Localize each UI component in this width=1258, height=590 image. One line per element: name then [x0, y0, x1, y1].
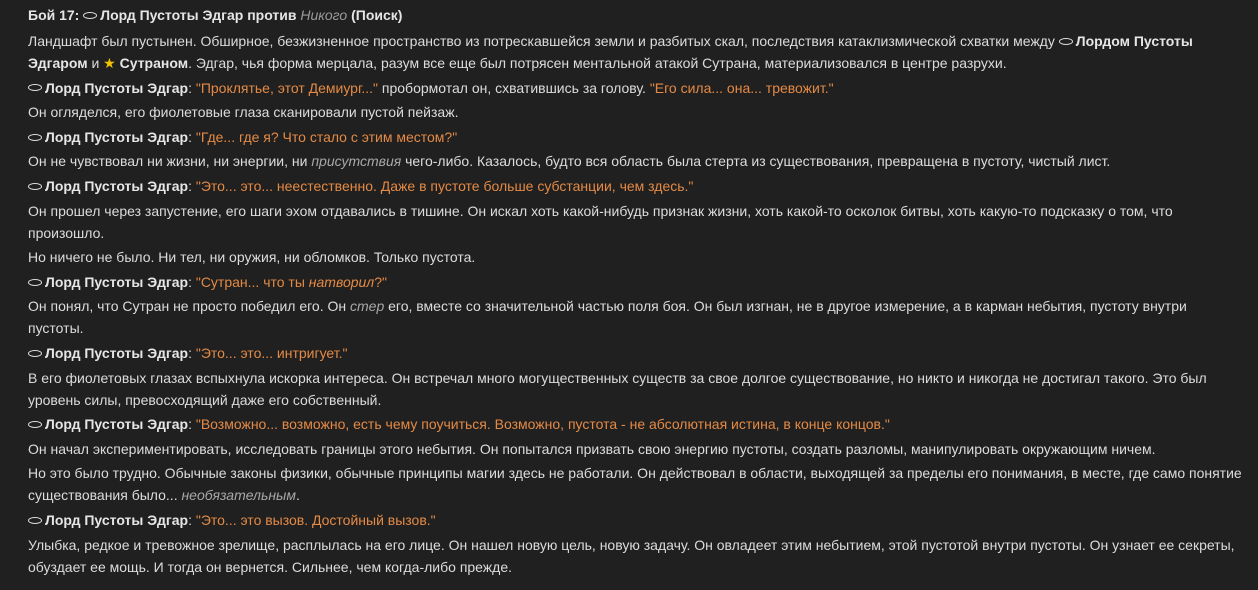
- narration-text: пробормотал он, схватившись за голову.: [378, 79, 650, 96]
- fighter-mention: Лордом Пустоты Эдгаром: [28, 33, 1193, 71]
- void-ring-icon: [28, 84, 42, 91]
- opponent-name: Никого: [300, 7, 348, 23]
- dialogue-line: Лорд Пустоты Эдгар: "Сутран... что ты натворил?": [28, 271, 1246, 293]
- emphasis-text: необязательным: [181, 487, 296, 504]
- narration-paragraph: Но ничего не было. Ни тел, ни оружия, ни обломков. Только пустота.: [28, 249, 476, 266]
- void-ring-icon: [28, 183, 42, 190]
- narration-paragraph: Он начал экспериментировать, исследовать границы этого небытия. Он попытался призвать свою энергию пустоты, создать разломы, манипулировать окружающим ничем.: [28, 440, 1156, 457]
- speaker-name: Лорд Пустоты Эдгар: [45, 273, 189, 290]
- narration-paragraph: Улыбка, редкое и тревожное зрелище, расплылась на его лице. Он нашел новую цель, новую задачу. Он овладеет этим небытием, этой пустотой внутри пустоты. Он узнает ее секреты, обуздает ее мощь. И тогда он вернется. Сильнее, чем когда-либо прежде.: [28, 536, 1235, 575]
- void-ring-icon: [28, 421, 42, 428]
- quote-emphasis: натворил: [308, 273, 375, 290]
- emphasis-text: стер: [350, 298, 385, 315]
- dialogue-quote: "Это... это вызов. Достойный вызов.": [195, 511, 436, 528]
- speaker-name: Лорд Пустоты Эдгар: [45, 416, 189, 433]
- narration-paragraph: [28, 295, 1246, 339]
- narration-text: Ландшафт был пустынен. Обширное, безжизненное пространство из потрескавшейся земли и разбитых скал, последствия катаклизмической схватки между: [28, 33, 1059, 49]
- dialogue-line: Лорд Пустоты Эдгар: "Проклятье, этот Демиург..." пробормотал он, схватившись за голову. "Его сила... она... тревожит.": [28, 77, 1246, 99]
- fighter-name: Лорд Пустоты Эдгар: [100, 7, 244, 23]
- narration-text: Он не чувствовал ни жизни, ни энергии, ни: [28, 153, 312, 170]
- quote-text: ?": [374, 273, 387, 290]
- battle-number: Бой 17:: [28, 7, 80, 23]
- quote-text: "Сутран... что ты: [195, 273, 309, 290]
- speaker-name: Лорд Пустоты Эдгар: [45, 79, 189, 96]
- dialogue-line: Лорд Пустоты Эдгар: "Возможно... возможно, есть чему поучиться. Возможно, пустота - не абсолютная истина, в конце концов.": [28, 413, 1246, 435]
- narration-text: и: [87, 55, 104, 71]
- dialogue-quote: "Проклятье, этот Демиург...": [195, 79, 379, 96]
- narration-paragraph: Он прошел через запустение, его шаги эхом отдавались в тишине. Он искал хоть какой-нибудь признак жизни, хоть какой-то осколок битвы, хоть какую-то подсказку о том, что произошло.: [28, 202, 1173, 241]
- versus-label: против: [247, 7, 297, 23]
- void-ring-icon: [28, 350, 42, 357]
- narration-text: его, вместе со значительной частью поля боя. Он был изгнан, не в другое измерение, а в карман небытия, пустоту внутри пустоты.: [28, 298, 1187, 337]
- void-ring-icon: [28, 134, 42, 141]
- narration-text: Но это было трудно. Обычные законы физики, обычные принципы магии здесь не работали. Он действовал в области, выходящей за пределы его понимания, в месте, где само понятие существования было...: [28, 465, 1242, 504]
- void-ring-icon: [28, 279, 42, 286]
- narration-paragraph: [28, 30, 1246, 74]
- dialogue-quote: [196, 274, 387, 290]
- star-icon: ★: [103, 55, 120, 71]
- speaker-name: Лорд Пустоты Эдгар: [45, 511, 189, 528]
- narration-text: Он понял, что Сутран не просто победил его. Он: [28, 298, 350, 315]
- narration-paragraph: [28, 462, 1246, 506]
- void-ring-icon: [1059, 38, 1073, 45]
- dialogue-line: Лорд Пустоты Эдгар: "Это... это... интригует.": [28, 342, 1246, 364]
- dialogue-quote: "Возможно... возможно, есть чему поучиться. Возможно, пустота - не абсолютная истина, в конце концов.": [195, 416, 890, 433]
- dialogue-line: Лорд Пустоты Эдгар: "Это... это вызов. Достойный вызов.": [28, 509, 1246, 531]
- dialogue-line: Лорд Пустоты Эдгар: "Это... это... неестественно. Даже в пустоте больше субстанции, чем здесь.": [28, 175, 1246, 197]
- opponent-mention: Сутраном: [119, 55, 189, 71]
- narration-paragraph: В его фиолетовых глазах вспыхнула искорка интереса. Он встречал много могущественных существ за свое долгое существование, но никто и никогда не достигал такого. Это был уровень силы, превосходящий даже его собственный.: [28, 369, 1207, 408]
- dialogue-quote: "Его сила... она... тревожит.": [649, 79, 834, 96]
- dialogue-quote: "Это... это... неестественно. Даже в пустоте больше субстанции, чем здесь.": [195, 177, 694, 194]
- battle-title: [28, 4, 1246, 26]
- emphasis-text: присутствия: [311, 153, 402, 170]
- speaker-name: Лорд Пустоты Эдгар: [45, 128, 189, 145]
- narration-paragraph: Он огляделся, его фиолетовые глаза сканировали пустой пейзаж.: [28, 104, 459, 121]
- narration-text: чего-либо. Казалось, будто вся область была стерта из существования, превращена в пустоту, чистый лист.: [401, 153, 1111, 170]
- speaker-name: Лорд Пустоты Эдгар: [45, 177, 189, 194]
- void-ring-icon: [83, 12, 97, 19]
- speaker-name: Лорд Пустоты Эдгар: [45, 344, 189, 361]
- dialogue-quote: "Где... где я? Что стало с этим местом?": [195, 128, 458, 145]
- dialogue-line: Лорд Пустоты Эдгар: "Где... где я? Что стало с этим местом?": [28, 126, 1246, 148]
- battle-mode: (Поиск): [351, 7, 403, 23]
- void-ring-icon: [28, 517, 42, 524]
- narration-text: .: [295, 487, 300, 504]
- narration-paragraph: [28, 150, 1246, 172]
- dialogue-quote: "Это... это... интригует.": [195, 344, 348, 361]
- narration-text: . Эдгар, чья форма мерцала, разум все еще был потрясен ментальной атакой Сутрана, материализовался в центре разрухи.: [188, 55, 1007, 71]
